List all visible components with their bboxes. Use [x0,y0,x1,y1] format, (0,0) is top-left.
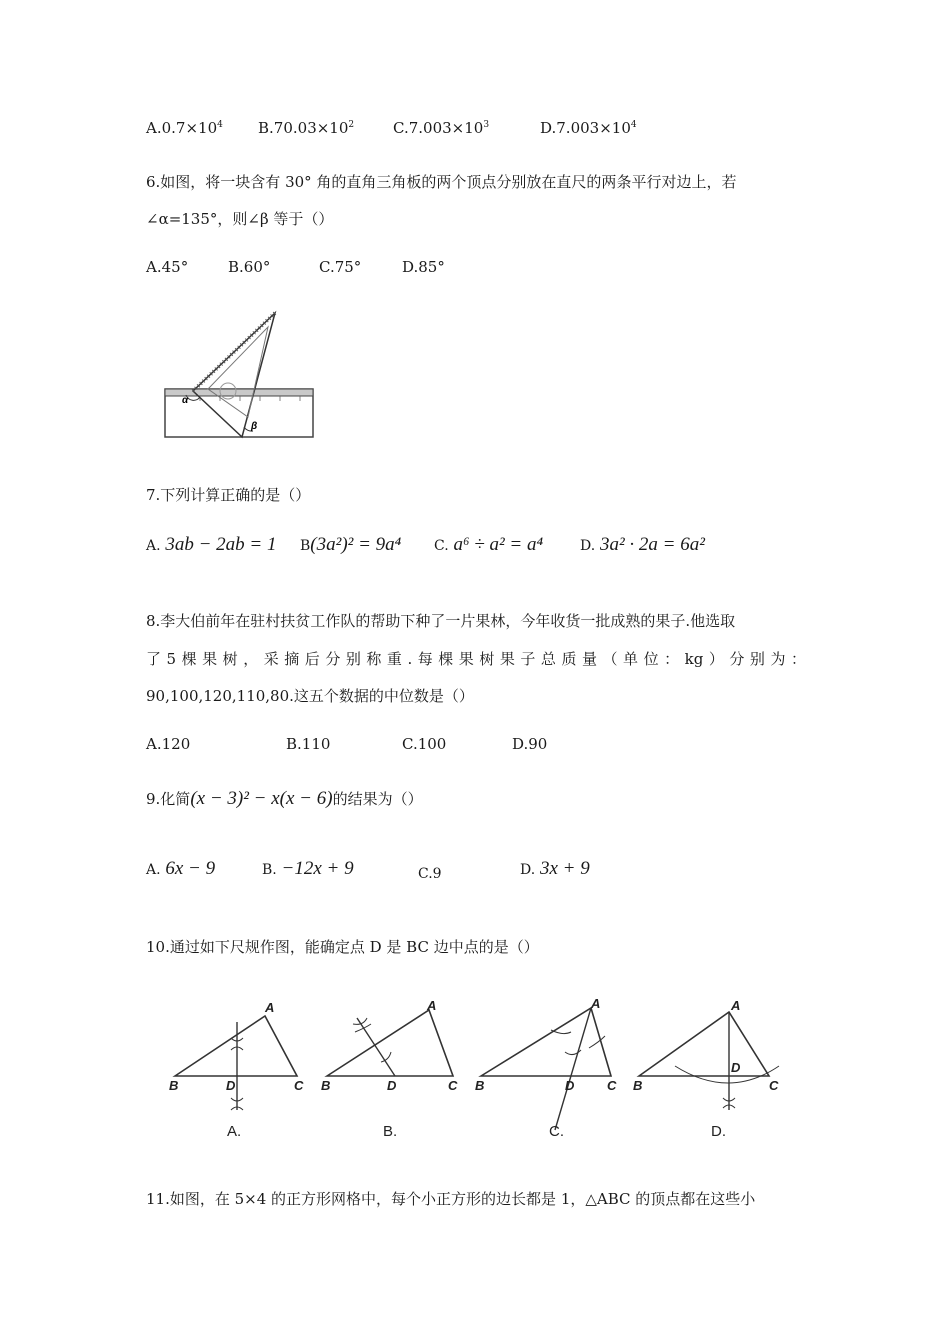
q9-option-c [418,864,442,882]
label-b-A: A [427,998,437,1013]
q5-option-a-text: A.0.7×10 [146,119,218,137]
q10-figure-c [475,996,617,1140]
q5-option-c-text: C.7.003×10 [393,119,484,137]
q9-prefix: 9.化简 [146,790,191,808]
q7-option-c-label: C. [434,538,449,554]
q9-expr: (x − 3)² − x(x − 6) [190,788,333,809]
q6-option-a: A.45° [146,258,189,276]
triangle-a [175,1016,297,1076]
q7-option-a-label: A. [146,538,161,554]
label-d-C: C [769,1078,779,1093]
q6-stem-line2: ∠α=135°，则∠β 等于（） [146,210,334,228]
q5-option-a [146,119,223,137]
q9-option-d-expr: 3x + 9 [539,858,590,879]
caption-c: C. [549,1123,564,1140]
q10-figure-d [633,998,779,1140]
q7-stem: 7.下列计算正确的是（） [146,486,311,504]
label-c-A: A [591,996,601,1011]
label-c-D: D [565,1078,575,1093]
q8-option-b: B.110 [286,735,331,753]
label-a-A: A [265,1000,275,1015]
q10-figure-a [169,1000,304,1140]
beta-label: β [251,421,258,432]
label-d-B: B [633,1078,643,1093]
caption-a: A. [227,1123,242,1140]
q6-option-b: B.60° [228,258,271,276]
q5-option-c-exp: 3 [483,120,490,130]
q9-option-a-label: A. [146,862,161,878]
caption-d: D. [711,1123,726,1140]
q6-option-c: C.75° [319,258,362,276]
label-c-C: C [607,1078,617,1093]
q8-option-c: C.100 [402,735,447,753]
q5-option-b [258,119,354,137]
q9-stem [146,788,423,810]
arc-d-main [675,1066,779,1083]
q5-option-d [540,119,637,137]
label-a-C: C [294,1078,304,1093]
q5-option-d-text: D.7.003×10 [540,119,631,137]
q5-option-c [393,119,489,137]
q7-option-d-label: D. [580,538,596,554]
q9-option-d [520,858,590,880]
q7-option-a [146,534,277,556]
q10-figures [145,980,805,1145]
label-b-C: C [448,1078,458,1093]
label-a-D: D [226,1078,236,1093]
q9-option-a-expr: 6x − 9 [165,858,216,879]
q5-option-b-text: B.70.03×10 [258,119,349,137]
q7-option-d-expr: 3a² · 2a = 6a² [599,534,705,555]
q9-option-a [146,858,215,880]
q7-option-b-label: B [300,538,311,554]
q9-option-c-label: C.9 [418,866,442,882]
q5-option-d-exp: 4 [630,120,637,130]
q10-figure-b [321,998,458,1140]
q8-stem-line1: 8.李大伯前年在驻村扶贫工作队的帮助下种了一片果林，今年收货一批成熟的果子.他选取 [146,612,736,630]
ruler-ticks [200,396,300,401]
q7-option-d [580,534,705,556]
q6-option-d: D.85° [402,258,445,276]
triangle-d [639,1012,769,1076]
q7-option-a-expr: 3ab − 2ab = 1 [165,534,277,555]
q6-stem-line1: 6.如图，将一块含有 30° 角的直角三角板的两个顶点分别放在直尺的两条平行对边上，若 [146,173,737,191]
label-c-B: B [475,1078,485,1093]
label-a-B: B [169,1078,179,1093]
alpha-label: α [182,395,189,406]
q8-option-a: A.120 [146,735,191,753]
set-square-outer [193,313,275,437]
q5-option-a-exp: 4 [217,120,223,130]
q11-stem-line1: 11.如图，在 5×4 的正方形网格中，每个小正方形的边长都是 1，△ABC 的顶点都在这些小 [146,1190,756,1208]
triangle-b [327,1010,453,1076]
caption-b: B. [383,1123,398,1140]
q7-option-c-expr: a⁶ ÷ a² = a⁴ [453,534,544,555]
label-b-B: B [321,1078,331,1093]
triangle-c [481,1008,611,1076]
label-b-D: D [387,1078,397,1093]
q8-stem-line3: 90,100,120,110,80.这五个数据的中位数是（） [146,687,474,705]
q9-option-b [262,858,354,880]
label-d-D: D [731,1060,741,1075]
label-d-A: A [731,998,741,1013]
q8-stem-line2: 了5棵果树，采摘后分别称重.每棵果树果子总质量（单位：kg）分别为： [146,650,806,668]
q9-suffix: 的结果为（） [332,790,423,808]
q7-option-c [434,534,543,556]
q9-option-d-label: D. [520,862,536,878]
q9-option-b-expr: −12x + 9 [281,858,354,879]
q9-option-b-label: B. [262,862,277,878]
q7-option-b [300,534,401,556]
bisector-b [357,1018,395,1076]
q7-option-b-expr: (3a²)² = 9a⁴ [310,534,402,555]
q10-stem: 10.通过如下尺规作图，能确定点 D 是 BC 边中点的是（） [146,938,539,956]
q8-option-d: D.90 [512,735,548,753]
q6-figure [160,305,320,440]
q5-option-b-exp: 2 [348,120,355,130]
